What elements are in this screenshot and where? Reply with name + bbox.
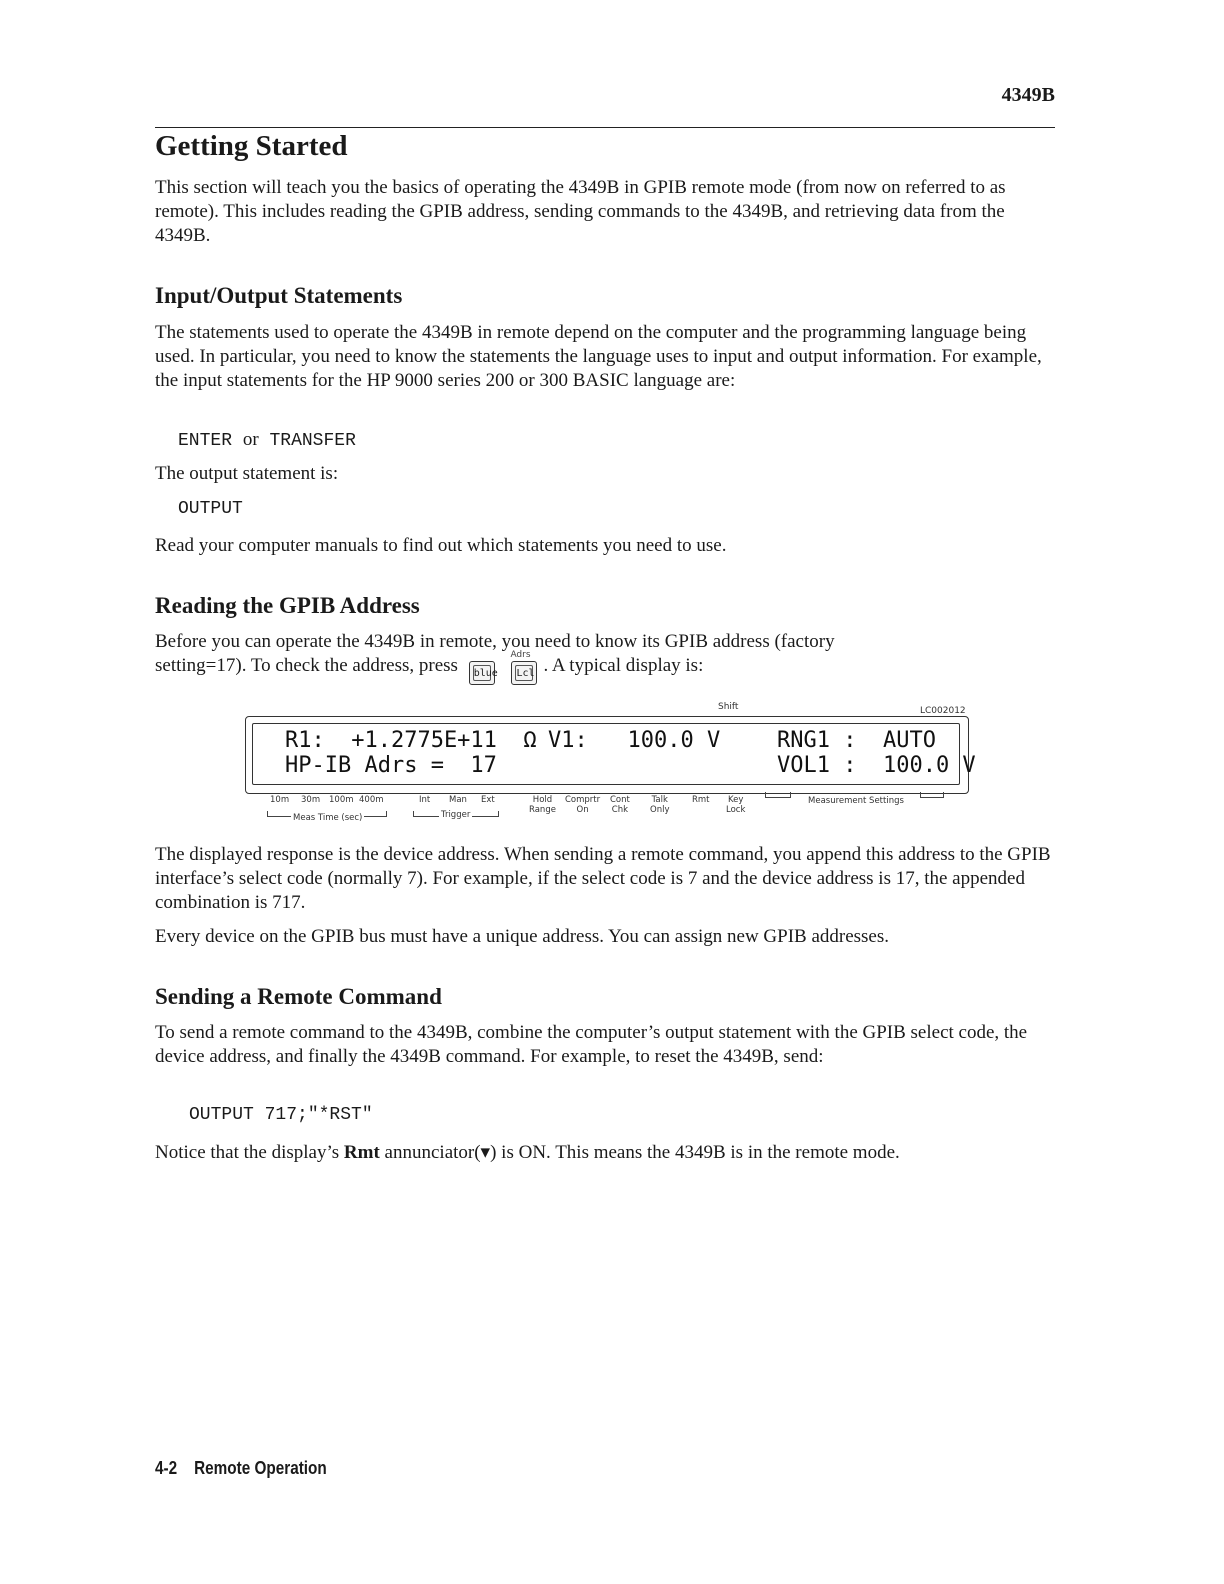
meas-settings-brace-right — [920, 791, 944, 798]
ann-int: Int — [419, 795, 431, 805]
ann-key-lock — [726, 795, 745, 815]
gpib-paragraph-3: Every device on the GPIB bus must have a unique address. You can assign new GPIB addresses. — [155, 926, 890, 947]
remote-para2-a: Notice that the display’s — [155, 1142, 340, 1163]
input-statements — [178, 429, 356, 451]
gpib-heading: Reading the GPIB Address — [155, 593, 420, 618]
lcd-line1-right: RNG1 : AUTO — [777, 728, 936, 753]
ann-talk: Talk — [651, 795, 668, 805]
rmt-label: Rmt — [343, 1142, 380, 1163]
ann-ext: Ext — [481, 795, 495, 805]
meas-settings-brace-left — [765, 791, 791, 798]
io-paragraph-1: The statements used to operate the 4349B in remote depend on the computer and the programming language being used. In particular, you need to know the statements the language uses to input and output information. For example, the input statements for the HP 9000 series 200 or 300 BASIC language are: — [155, 322, 1042, 391]
gpib-press-text: setting=17). To check the address, press — [155, 655, 458, 676]
shift-label: Shift — [718, 702, 739, 712]
footer-page-number: 4-2 — [155, 1458, 178, 1478]
io-paragraph-3: Read your computer manuals to find out which statements you need to use. — [155, 535, 727, 556]
page-footer — [155, 1458, 327, 1479]
local-key-label: Lcl — [515, 665, 533, 681]
gpib-paragraph-1b — [155, 649, 1060, 679]
ann-comprtr: Comprtr — [565, 795, 601, 805]
gpib-paragraph-1: Before you can operate the 4349B in remote, you need to know its GPIB address (factory — [155, 631, 835, 652]
ann-lock: Lock — [726, 805, 746, 815]
front-panel-display-figure — [245, 700, 976, 830]
ann-talk-only — [650, 795, 669, 815]
ann-hold-range — [529, 795, 556, 815]
ann-comprtr-on — [565, 795, 600, 815]
ann-hold: Hold — [532, 795, 553, 805]
running-head: 4349B — [1001, 84, 1055, 106]
remote-heading: Sending a Remote Command — [155, 984, 442, 1009]
lcd-line2-left: HP-IB Adrs = 17 — [285, 753, 497, 778]
ann-chk: Chk — [611, 805, 629, 815]
reset-command: OUTPUT 717;"*RST" — [189, 1105, 373, 1125]
lcd-line1-mid: V1: 100.0 V — [548, 728, 721, 753]
ann-on: On — [576, 805, 589, 815]
output-cmd: OUTPUT — [178, 499, 243, 519]
ann-only: Only — [650, 805, 670, 815]
gpib-display-text: . A typical display is: — [543, 655, 704, 676]
ann-10m: 10m — [270, 795, 290, 805]
ann-trigger: Trigger — [441, 810, 471, 820]
remote-paragraph-1: To send a remote command to the 4349B, combine the computer’s output statement with the GPIB select code, the device address, and finally the 4349B command. For example, to reset the 4349B, send: — [155, 1022, 1028, 1067]
blue-key-label: blue — [473, 665, 491, 681]
ann-400m: 400m — [359, 795, 384, 805]
io-heading: Input/Output Statements — [155, 283, 403, 308]
local-key — [510, 649, 537, 685]
remote-para2-b: annunciator(▾) is ON. This means the 4349B is in the remote mode. — [384, 1142, 900, 1163]
lcd-line2-right: VOL1 : 100.0 V — [777, 753, 976, 778]
ann-key: Key — [727, 795, 744, 805]
input-cmd-enter: ENTER — [178, 431, 233, 451]
io-paragraph-2: The output statement is: — [155, 463, 339, 484]
ann-cont: Cont — [610, 795, 630, 805]
lcd-line1-left: R1: +1.2775E+11 Ω — [285, 728, 537, 753]
ann-measurement-settings: Measurement Settings — [808, 796, 904, 806]
footer-chapter: Remote Operation — [194, 1458, 327, 1478]
ann-100m: 100m — [329, 795, 354, 805]
ann-range: Range — [529, 805, 556, 815]
local-key-shift-label: Adrs — [510, 649, 531, 660]
blue-key — [469, 661, 498, 685]
input-cmd-transfer: TRANSFER — [269, 431, 356, 451]
ann-cont-chk — [610, 795, 630, 815]
ann-30m: 30m — [301, 795, 321, 805]
lcd-screen — [252, 723, 976, 785]
intro-paragraph: This section will teach you the basics of operating the 4349B in GPIB remote mode (from now on referred to as remote). This includes reading the GPIB address, sending commands to the 4349B, and retrieving data from the 4349B. — [155, 177, 1006, 246]
header-rule — [155, 127, 1055, 128]
ann-rmt: Rmt — [692, 795, 710, 805]
remote-paragraph-2 — [155, 1141, 1060, 1165]
ann-meas-time: Meas Time (sec) — [293, 813, 363, 823]
input-or: or — [242, 429, 259, 450]
section-title: Getting Started — [155, 130, 348, 162]
ann-man: Man — [449, 795, 467, 805]
figure-id: LC002012 — [920, 706, 966, 716]
gpib-paragraph-2: The displayed response is the device address. When sending a remote command, you append this address to the GPIB interface’s select code (normally 7). For example, if the select code is 7 and the device address is 17, the appended combination is 717. — [155, 844, 1051, 913]
lcd-bezel — [245, 716, 976, 794]
